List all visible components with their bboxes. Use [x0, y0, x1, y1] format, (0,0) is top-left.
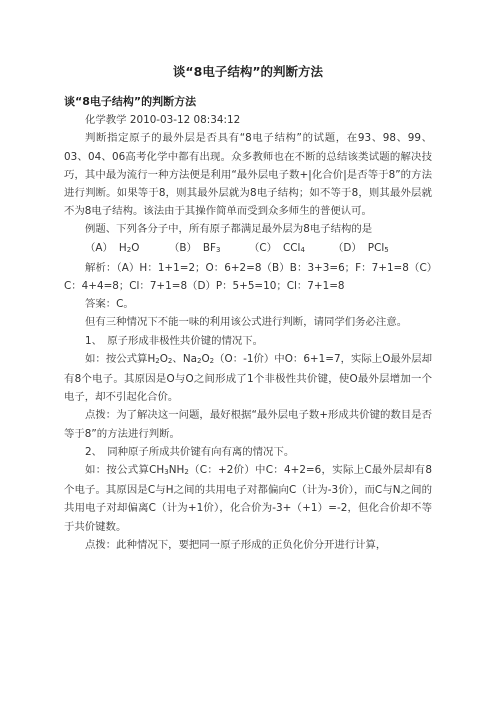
article-heading: 谈“8电子结构”的判断方法 — [64, 95, 197, 108]
option-c: （C） CCl4 — [249, 241, 305, 254]
article-byline: 化学教学 2010-03-12 08:34:12 — [85, 114, 241, 127]
case2-title: 2、 同种原子所成共价键有向有离的情况下。 — [85, 445, 295, 458]
page-title: 谈“8电子结构”的判断方法 — [172, 64, 324, 79]
case1-tip: 点拨：为了解决这一问题，最好根据“最外层电子数+形成共价键的数目是否等于8”的方法进行判断。 — [64, 409, 432, 440]
example-question: 例题、下列各分子中，所有原子都满足最外层为8电子结构的是 — [85, 223, 373, 236]
case1-paragraph: 如：按公式算H2O2、Na2O2（O：-1价）中O：6+1=7，实际上O最外层却有8个电子。其原因是O与O之间形成了1个非极性共价键，使O最外层增加一个电子，却不引起化合价。 — [64, 352, 433, 404]
case2-paragraph: 如：按公式算CH3NH2（C：+2价）中C：4+2=6，实际上C最外层却有8个电子。其原因是C与H之间的共用电子对都偏向C（计为-3价），而C与N之间的共用电子对却偏离C（计为+1价），化合价为-3+（+1）=-2，但化合价却不等于共价键数。 — [64, 464, 432, 533]
intro-paragraph: 判断指定原子的最外层是否具有“8电子结构”的试题，在93、98、99、03、04、06高考化学中都有出现。众多教师也在不断的总结该类试题的解决技巧，其中最为流行一种方法便是利用“最外层电子数+|化合价|是否等于8”的方法进行判断。如果等于8，则其最外层就为8电子结构；如不等于8，则其最外层就不为8电子结构。该法由于其操作简单而受到众多师生的普便认可。 — [64, 132, 432, 218]
answer-options — [64, 239, 432, 259]
option-b: （B） BF3 — [169, 241, 221, 254]
analysis-paragraph: 解析：（A）H：1+1=2；O：6+2=8（B）B：3+3=6；F：7+1=8（C）C：4+4=8；Cl：7+1=8（D）P：5+5=10；Cl：7+1=8 — [64, 261, 432, 293]
case1-title: 1、 原子形成非极性共价键的情况下。 — [85, 334, 264, 347]
article-body — [64, 93, 432, 554]
case2-tip: 点拨：此种情况下，要把同一原子形成的正负化价分开进行计算， — [85, 538, 387, 551]
answer-line: 答案：C。 — [85, 298, 134, 311]
note-paragraph: 但有三种情况下不能一味的利用该公式进行判断，请同学们务必注意。 — [85, 316, 408, 329]
option-d: （D） PCl5 — [333, 241, 389, 254]
option-a: （A） H2O — [85, 241, 140, 254]
